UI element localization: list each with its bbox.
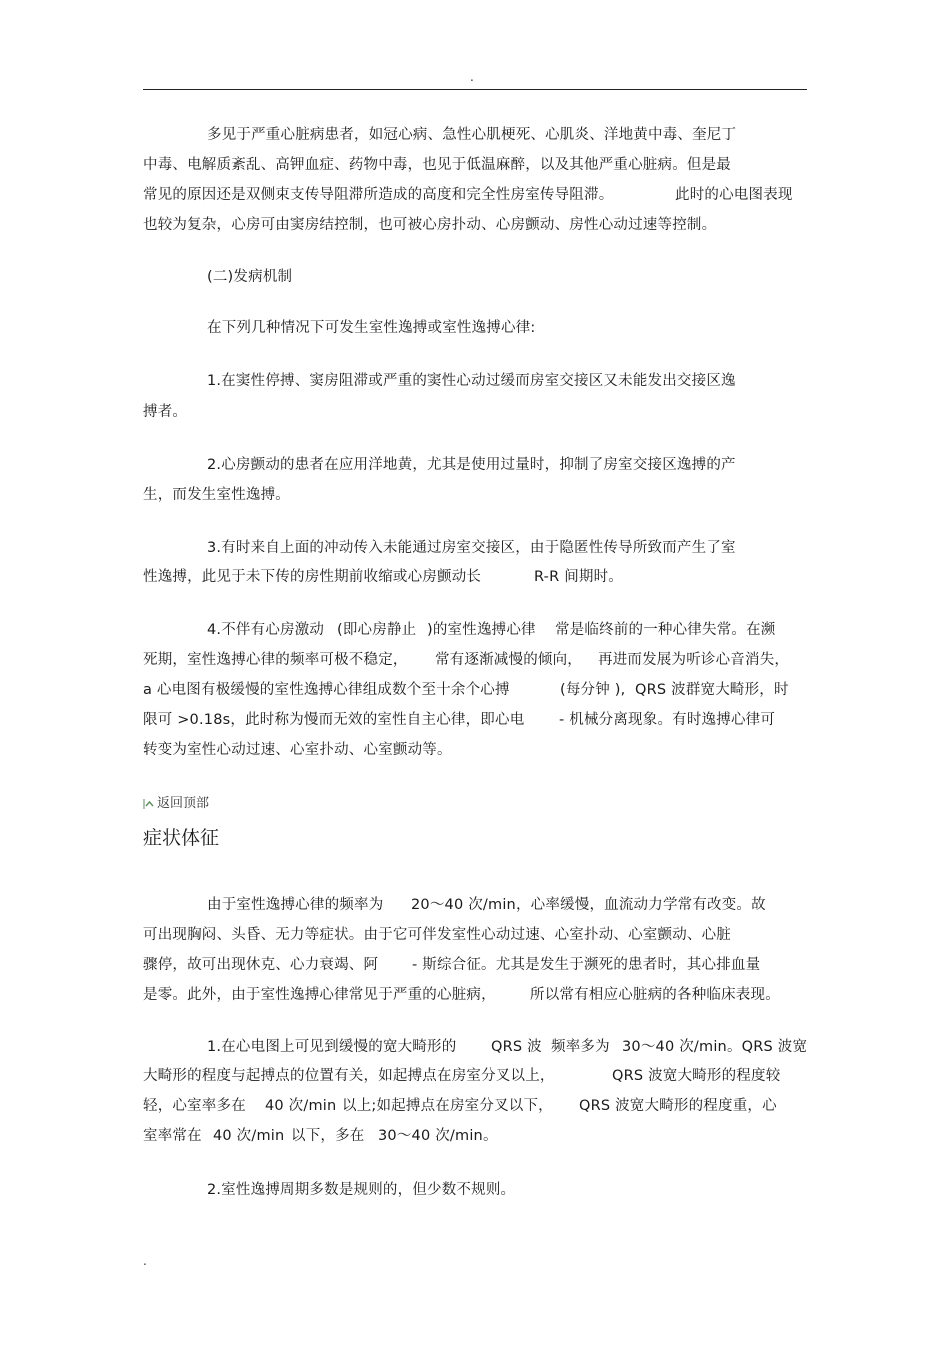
mechanism-item-4-line-3-part-a: a 心电图有极缓慢的室性逸搏心律组成数个至十余个心搏 [143,682,510,698]
back-to-top-label: 返回顶部 [157,796,210,811]
mechanism-item-3-line-2-part-a: 性逸搏，此见于未下传的房性期前收缩或心房颤动长 [143,569,482,585]
symptoms-item-1-line-1-part-c: 频率多为 [551,1039,610,1055]
mechanism-item-4-line-1-part-d: 常是临终前的一种心律失常。在濒 [555,622,776,638]
intro-line-3-part-b: 此时的心电图表现 [675,187,793,203]
header-rule [143,89,807,90]
mechanism-item-4-line-3-part-c: QRS 波群宽大畸形，时 [635,682,789,698]
symptoms-p1-line-1-part-a: 由于室性逸搏心律的频率为 [207,897,384,913]
mechanism-item-3-line-1: 3.有时来自上面的冲动传入未能通过房室交接区，由于隐匿性传导所致而产生了室 [207,540,736,556]
mechanism-item-1-line-2: 搏者。 [143,404,188,420]
symptoms-item-1-line-3-part-d: QRS 波宽大畸形的程度重，心 [579,1098,777,1114]
symptoms-item-1-line-3-part-b: 40 次/min [265,1098,337,1114]
mechanism-item-3-line-2-part-b: R-R 间期时。 [534,569,624,585]
mechanism-item-4-line-2-part-a: 死期，室性逸搏心律的频率可极不稳定， [143,652,408,668]
symptoms-item-1-line-4-part-d: 30～40 次/min。 [378,1128,498,1144]
mechanism-item-4-line-5: 转变为室性心动过速、心室扑动、心室颤动等。 [143,742,452,758]
mechanism-item-4-line-2-part-c: 再进而发展为听诊心音消失， [598,652,790,668]
symptoms-item-1-line-3-part-a: 轻，心室率多在 [143,1098,246,1114]
symptoms-p1-line-3-part-a: 骤停，故可出现休克、心力衰竭、阿 [143,957,379,973]
symptoms-item-1-line-4-part-a: 室率常在 [143,1128,202,1144]
footer-dot: . [143,1254,147,1268]
mechanism-item-4-line-1-part-a: 4.不伴有心房激动 [207,622,325,638]
intro-line-2: 中毒、电解质紊乱、高钾血症、药物中毒，也见于低温麻醉，以及其他严重心脏病。但是最 [143,157,731,173]
symptoms-p1-line-3-part-b: - 斯综合征。尤其是发生于濒死的患者时，其心排血量 [412,957,761,973]
up-arrow-icon [143,798,155,810]
symptoms-item-1-line-2-part-a: 大畸形的程度与起搏点的位置有关，如起搏点在房室分叉以上， [143,1068,555,1084]
mechanism-heading: (二)发病机制 [207,269,293,285]
mechanism-item-4-line-1-part-b: (即心房静止 [337,622,417,638]
intro-line-1: 多见于严重心脏病患者，如冠心病、急性心肌梗死、心肌炎、洋地黄中毒、奎尼丁 [207,127,737,143]
mechanism-item-1-line-1: 1.在窦性停搏、窦房阻滞或严重的窦性心动过缓而房室交接区又未能发出交接区逸 [207,373,736,389]
symptoms-item-1-line-1-part-d: 30～40 次/min。QRS 波宽 [622,1039,808,1055]
symptoms-p1-line-4-part-b: 所以常有相应心脏病的各种临床表现。 [530,987,780,1003]
mechanism-item-2-line-1: 2.心房颤动的患者在应用洋地黄，尤其是使用过量时，抑制了房室交接区逸搏的产 [207,457,736,473]
mechanism-item-4-line-3-part-b: (每分钟 ), [560,682,626,698]
symptoms-item-1-line-1-part-b: QRS 波 [491,1039,542,1055]
back-to-top-link[interactable] [143,795,209,813]
section-title-symptoms: 症状体征 [143,827,220,849]
symptoms-item-1-line-4-part-c: 以下，多在 [291,1128,365,1144]
symptoms-p1-line-4-part-a: 是零。此外，由于室性逸搏心律常见于严重的心脏病， [143,987,496,1003]
symptoms-item-1-line-1-part-a: 1.在心电图上可见到缓慢的宽大畸形的 [207,1039,457,1055]
intro-line-4: 也较为复杂，心房可由窦房结控制，也可被心房扑动、心房颤动、房性心动过速等控制。 [143,217,717,233]
symptoms-item-2-line-1: 2.室性逸搏周期多数是规则的，但少数不规则。 [207,1182,516,1198]
mechanism-item-4-line-2-part-b: 常有逐渐减慢的倾向， [435,652,582,668]
mechanism-item-4-line-1-part-c: )的室性逸搏心律 [427,622,536,638]
header-dot: . [470,70,474,84]
symptoms-item-1-line-2-part-b: QRS 波宽大畸形的程度较 [612,1068,781,1084]
mechanism-item-2-line-2: 生，而发生室性逸搏。 [143,487,290,503]
mechanism-lead: 在下列几种情况下可发生室性逸搏或室性逸搏心律: [207,320,536,336]
symptoms-p1-line-1-part-b: 20～40 次/min，心率缓慢，血流动力学常有改变。故 [411,897,766,913]
symptoms-item-1-line-3-part-c: 以上;如起搏点在房室分叉以下， [342,1098,553,1114]
intro-line-3-part-a: 常见的原因还是双侧束支传导阻滞所造成的高度和完全性房室传导阻滞。 [143,187,614,203]
mechanism-item-4-line-4-part-a: 限可 >0.18s，此时称为慢而无效的室性自主心律，即心电 [143,712,525,728]
mechanism-item-4-line-4-part-b: - 机械分离现象。有时逸搏心律可 [559,712,776,728]
symptoms-item-1-line-4-part-b: 40 次/min [213,1128,285,1144]
symptoms-p1-line-2: 可出现胸闷、头昏、无力等症状。由于它可伴发室性心动过速、心室扑动、心室颤动、心脏 [143,927,731,943]
